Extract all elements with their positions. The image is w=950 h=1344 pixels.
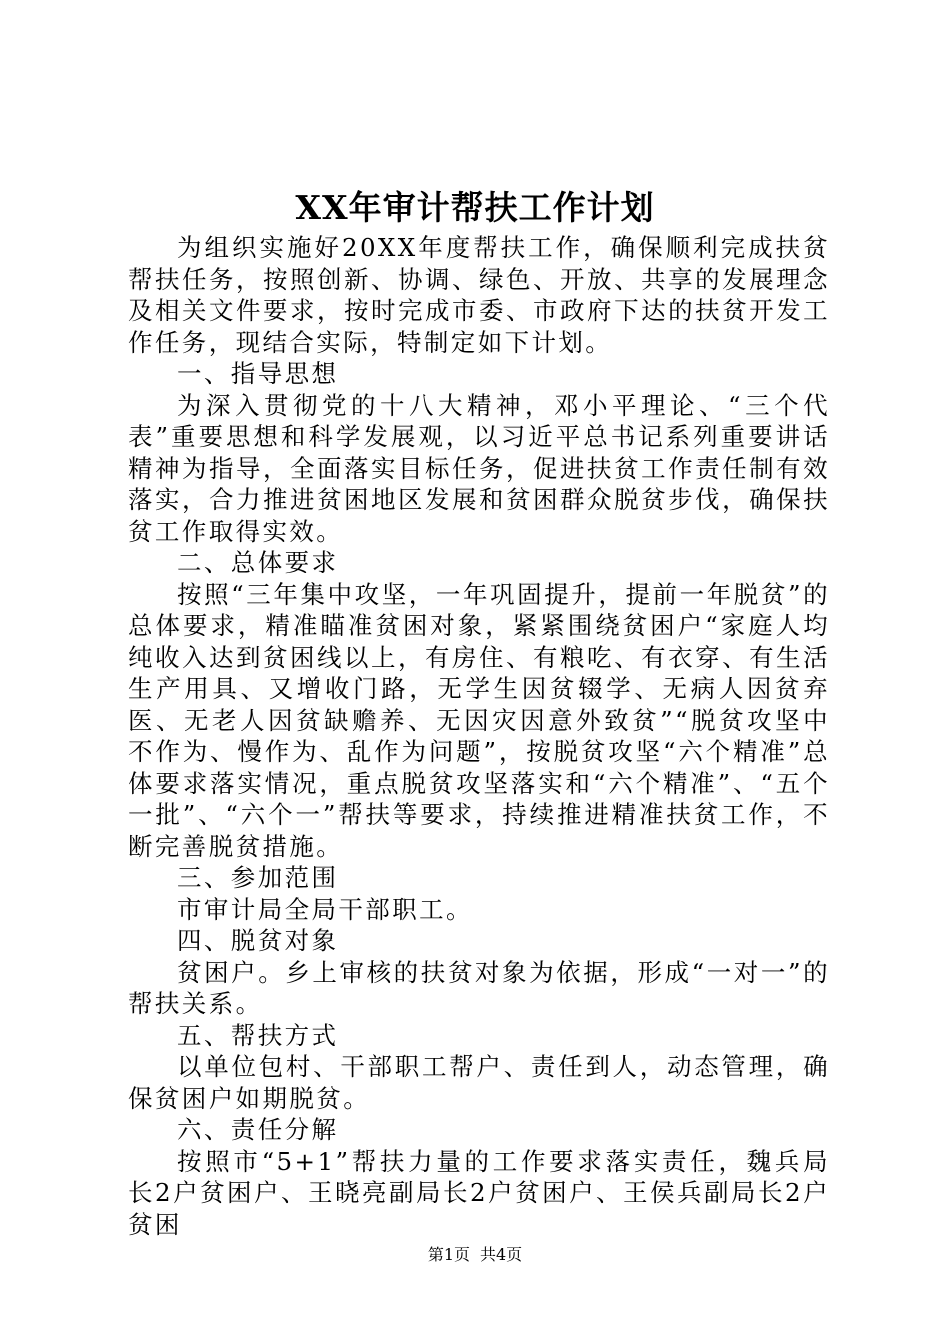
page-footer — [0, 1244, 950, 1266]
section-heading: 四、脱贫对象 — [177, 926, 339, 955]
body-paragraph: 为深入贯彻党的十八大精神，邓小平理论、“三个代表”重要思想和科学发展观，以习近平总书记系列重要讲话精神为指导，全面落实目标任务，促进扶贫工作责任制有效落实，合力推进贫困地区发展和贫困群众脱贫步伐，确保扶贫工作取得实效。 — [128, 390, 830, 546]
body-paragraph: 按照“三年集中攻坚，一年巩固提升，提前一年脱贫”的总体要求，精准瞄准贫困对象，紧紧围绕贫困户“家庭人均纯收入达到贫困线以上，有房住、有粮吃、有衣穿、有生活生产用具、又增收门路，无学生因贫辍学、无病人因贫弃医、无老人因贫缺赡养、无因灾因意外致贫”“脱贫攻坚中不作为、慢作为、乱作为问题”，按脱贫攻坚“六个精准”总体要求落实情况，重点脱贫攻坚落实和“六个精准”、“五个一批”、“六个一”帮扶等要求，持续推进精准扶贫工作，不断完善脱贫措施。 — [128, 579, 830, 861]
section-heading: 二、总体要求 — [177, 548, 339, 577]
body-paragraph: 以单位包村、干部职工帮户、责任到人，动态管理，确保贫困户如期脱贫。 — [128, 1052, 830, 1113]
section-heading: 一、指导思想 — [177, 359, 339, 388]
section-heading: 五、帮扶方式 — [177, 1020, 339, 1050]
body-paragraph: 按照市“5+1”帮扶力量的工作要求落实责任，魏兵局长2户贫困户、王晓亮副局长2户贫困户、王侯兵副局长2户贫困 — [128, 1146, 830, 1239]
body-paragraph: 贫困户。乡上审核的扶贫对象为依据，形成“一对一”的帮扶关系。 — [128, 957, 830, 1018]
page-number: 第1页 — [427, 1245, 470, 1264]
document-title: XX年审计帮扶工作计划 — [295, 188, 655, 227]
section-heading: 三、参加范围 — [177, 863, 339, 892]
page-total: 共4页 — [480, 1245, 523, 1264]
body-paragraph: 市审计局全局干部职工。 — [177, 894, 473, 924]
section-heading: 六、责任分解 — [177, 1115, 339, 1144]
document-body — [128, 232, 830, 1240]
intro-paragraph: 为组织实施好20XX年度帮扶工作，确保顺利完成扶贫帮扶任务，按照创新、协调、绿色、开放、共享的发展理念及相关文件要求，按时完成市委、市政府下达的扶贫开发工作任务，现结合实际，特制定如下计划。 — [128, 233, 830, 357]
